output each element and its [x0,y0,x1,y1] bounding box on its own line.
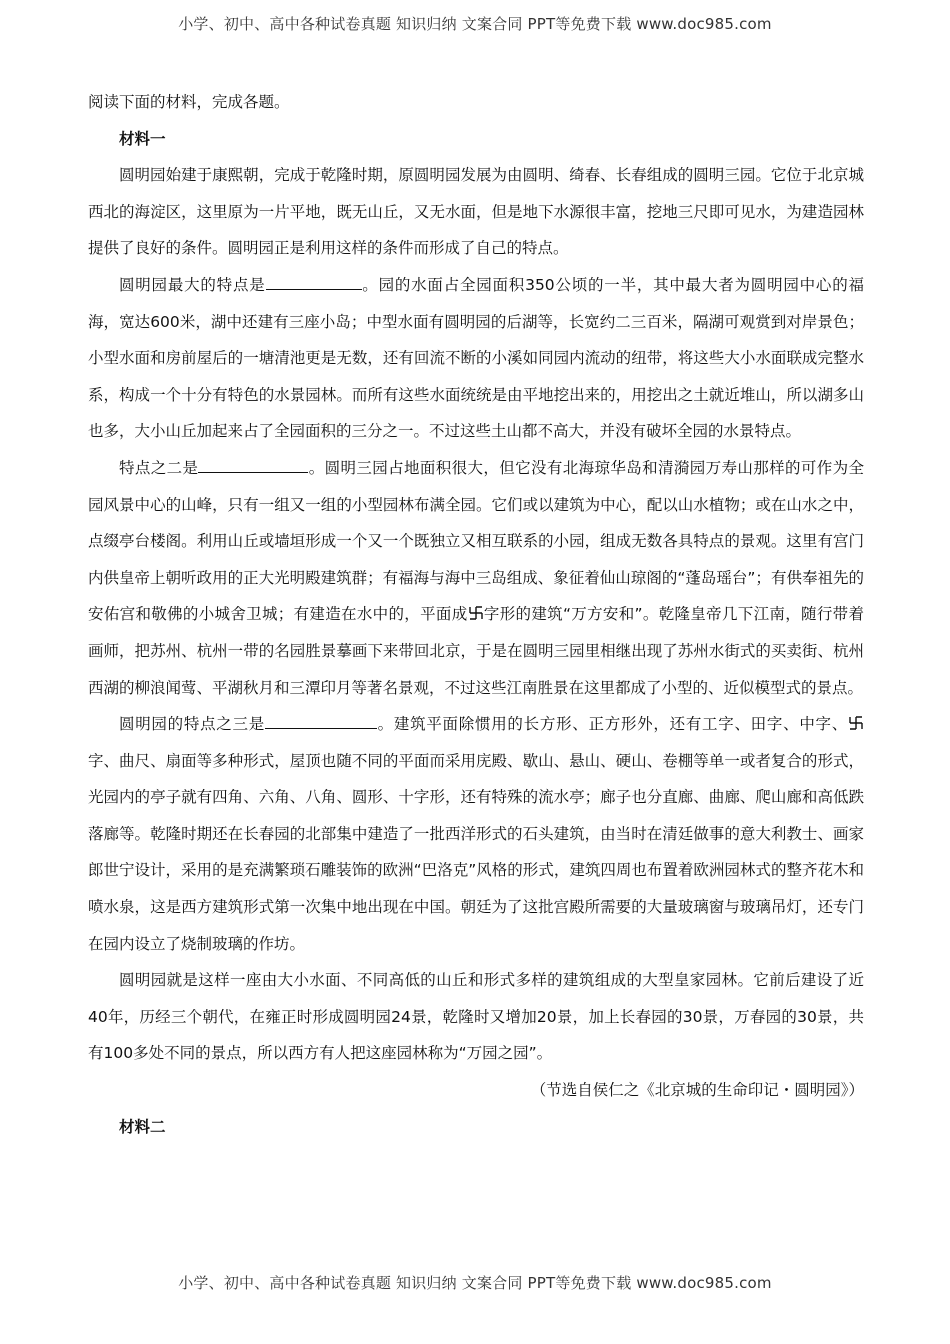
paragraph-4-mid: 。建筑平面除惯用的长方形、正方形外，还有工字、田字、中字、 [376,715,848,734]
paragraph-4-rest: 字、曲尺、扇面等多种形式，屋顶也随不同的平面而采用庑殿、歇山、悬山、硬山、卷棚等单一或者复合的形式，光园内的亭子就有四角、六角、八角、圆形、十字形，还有特殊的流水亭；廊子也分直廊、曲廊、爬山廊和高低跌落廊等。乾隆时期还在长春园的北部集中建造了一批西洋形式的石头建筑，由当时在清廷做事的意大利教士、画家郎世宁设计，采用的是充满繁琐石雕装饰的欧洲“巴洛克”风格的形式，建筑四周也布置着欧洲园林式的整齐花木和喷水泉，这是西方建筑形式第一次集中地出现在中国。朝廷为了这批宫殿所需要的大量玻璃窗与玻璃吊灯，还专门在园内设立了烧制玻璃的作坊。 [88,751,864,953]
answer-blank-2[interactable] [198,456,308,473]
document-body [88,84,864,1145]
paragraph-4 [88,706,864,962]
paragraph-4-lead: 圆明园的特点之三是 [119,715,265,734]
answer-blank-1[interactable] [266,273,362,290]
paragraph-3 [88,450,864,706]
wan-swastika-icon [468,605,484,621]
instruction: 阅读下面的材料，完成各题。 [88,93,290,111]
paragraph-3-rest: 字形的建筑“万方安和”。乾隆皇帝几下江南，随行带着画师，把苏州、杭州一带的名园胜景摹画下来带回北京，于是在圆明三园里相继出现了苏州水街式的买卖街、杭州西湖的柳浪闻莺、平湖秋月和三潭印月等著名景观，不过这些江南胜景在这里都成了小型的、近似模型式的景点。 [88,605,864,697]
paragraph-2-rest: 。园的水面占全园面积350公顷的一半，其中最大者为圆明园中心的福海，宽达600米，湖中还建有三座小岛；中型水面有圆明园的后湖等，长宽约二三百米，隔湖可观赏到对岸景色；小型水面和房前屋后的一塘清池更是无数，还有回流不断的小溪如同园内流动的纽带，将这些大小水面联成完整水系，构成一个十分有特色的水景园林。而所有这些水面统统是由平地挖出来的，用挖出之土就近堆山，所以湖多山也多，大小山丘加起来占了全园面积的三分之一。不过这些土山都不高大，并没有破坏全园的水景特点。 [88,275,864,441]
source-citation: （节选自侯仁之《北京城的生命印记・圆明园》） [530,1081,864,1100]
page-footer: 小学、初中、高中各种试卷真题 知识归纳 文案合同 PPT等免费下载 www.doc985.com [178,1274,772,1292]
paragraph-2 [88,267,864,450]
answer-blank-3[interactable] [265,712,377,729]
paragraph-3-mid: 。圆明三园占地面积很大，但它没有北海琼华岛和清漪园万寿山那样的可作为全园风景中心的山峰，只有一组又一组的小型园林布满全园。它们或以建筑为中心，配以山水植物；或在山水之中，点缀亭台楼阁。利用山丘或墙垣形成一个又一个既独立又相互联系的小园，组成无数各具特点的景观。这里有宫门内供皇帝上朝听政用的正大光明殿建筑群；有福海与海中三岛组成、象征着仙山琼阁的“蓬岛瑶台”；有供奉祖先的安佑宫和敬佛的小城舍卫城；有建造在水中的，平面成 [88,458,864,624]
material-one-heading: 材料一 [119,129,166,148]
material-two-heading: 材料二 [119,1117,166,1136]
paragraph-1: 圆明园始建于康熙朝，完成于乾隆时期，原圆明园发展为由圆明、绮春、长春组成的圆明三园。它位于北京城西北的海淀区，这里原为一片平地，既无山丘，又无水面，但是地下水源很丰富，挖地三尺即可见水，为建造园林提供了良好的条件。圆明园正是利用这样的条件而形成了自己的特点。 [88,166,864,258]
paragraph-3-lead: 特点之二是 [119,458,199,477]
paragraph-2-lead: 圆明园最大的特点是 [119,275,266,294]
page-header: 小学、初中、高中各种试卷真题 知识归纳 文案合同 PPT等免费下载 www.doc985.com [178,15,772,33]
wan-swastika-icon [848,715,864,731]
paragraph-5: 圆明园就是这样一座由大小水面、不同高低的山丘和形式多样的建筑组成的大型皇家园林。它前后建设了近40年，历经三个朝代，在雍正时形成圆明园24景，乾隆时又增加20景，加上长春园的30景，万春园的30景，共有100多处不同的景点，所以西方有人把这座园林称为“万园之园”。 [88,971,864,1063]
